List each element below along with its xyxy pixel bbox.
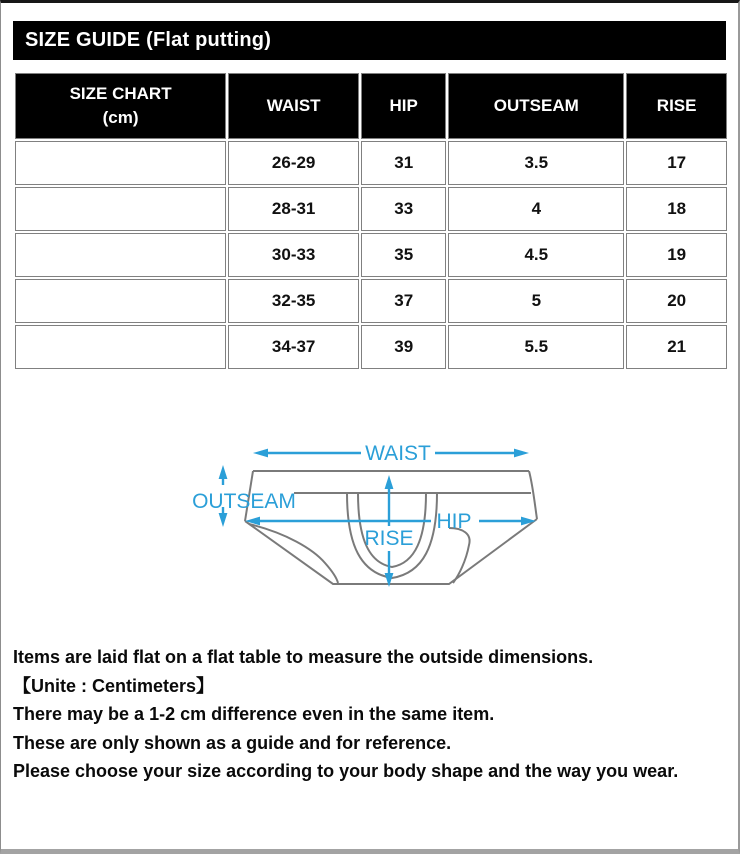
briefs-measurement-illustration xyxy=(181,421,581,621)
column-header-hip: HIP xyxy=(361,73,446,139)
size-chart-unit: (cm) xyxy=(102,108,139,127)
waist-value: 30-33 xyxy=(228,233,359,277)
column-header-rise: RISE xyxy=(626,73,727,139)
rise-value: 21 xyxy=(626,325,727,369)
table-header-row xyxy=(15,73,727,139)
table-row xyxy=(15,141,727,185)
outseam-value: 5.5 xyxy=(448,325,624,369)
column-header-size-chart xyxy=(15,73,226,139)
rise-value: 17 xyxy=(626,141,727,185)
table-row xyxy=(15,279,727,323)
column-header-waist: WAIST xyxy=(228,73,359,139)
measurement-diagram xyxy=(181,421,581,621)
waist-value: 34-37 xyxy=(228,325,359,369)
waist-value: 28-31 xyxy=(228,187,359,231)
column-header-outseam: OUTSEAM xyxy=(448,73,624,139)
waist-value: 26-29 xyxy=(228,141,359,185)
note-line: Items are laid flat on a flat table to measure the outside dimensions. xyxy=(13,647,594,667)
hip-arrow xyxy=(245,517,536,526)
rise-value: 19 xyxy=(626,233,727,277)
outseam-value: 4.5 xyxy=(448,233,624,277)
hip-label: HIP xyxy=(436,510,472,533)
size-label-s: S xyxy=(15,141,226,185)
rise-label: RISE xyxy=(364,527,414,550)
hip-value: 39 xyxy=(361,325,446,369)
hip-value: 33 xyxy=(361,187,446,231)
hip-value: 31 xyxy=(361,141,446,185)
table-row xyxy=(15,325,727,369)
hip-value: 37 xyxy=(361,279,446,323)
note-line: There may be a 1-2 cm difference even in the same item. xyxy=(13,704,495,724)
note-line: 【Unite : Centimeters】 xyxy=(13,675,215,696)
rise-value: 18 xyxy=(626,187,727,231)
page-title: SIZE GUIDE (Flat putting) xyxy=(13,21,726,60)
size-label-xxl: XX L xyxy=(15,325,226,369)
outseam-value: 3.5 xyxy=(448,141,624,185)
note-line: These are only shown as a guide and for reference. xyxy=(13,732,452,753)
measurement-notes xyxy=(13,643,727,786)
hip-value: 35 xyxy=(361,233,446,277)
size-label-m: M xyxy=(15,187,226,231)
size-label-l: L xyxy=(15,233,226,277)
note-line: Please choose your size according to your body shape and the way you wear. xyxy=(13,761,679,781)
waist-label: WAIST xyxy=(365,442,431,465)
table-row xyxy=(15,233,727,277)
outseam-value: 5 xyxy=(448,279,624,323)
rise-value: 20 xyxy=(626,279,727,323)
size-chart-table xyxy=(13,71,729,371)
table-row xyxy=(15,187,727,231)
waist-value: 32-35 xyxy=(228,279,359,323)
outseam-value: 4 xyxy=(448,187,624,231)
size-chart-label: SIZE CHART xyxy=(69,84,172,103)
outseam-label: OUTSEAM xyxy=(192,490,296,513)
size-label-xl: X L xyxy=(15,279,226,323)
